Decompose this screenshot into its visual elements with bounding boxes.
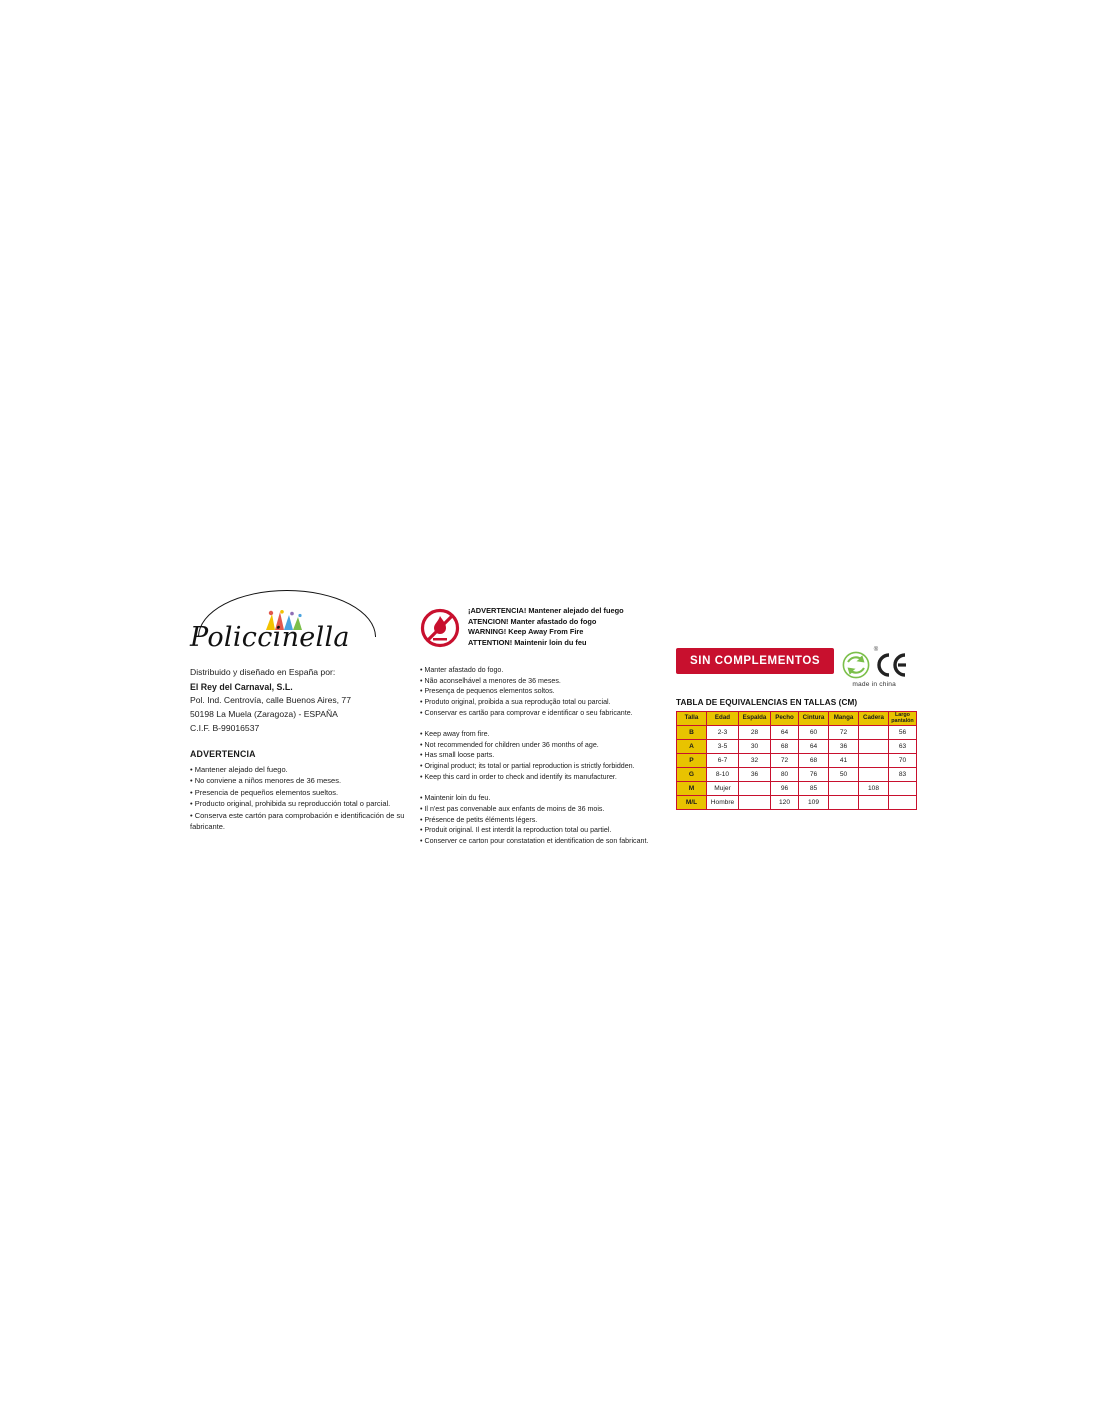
cell-talla: B	[677, 726, 707, 740]
cell-talla: P	[677, 754, 707, 768]
cell-espalda	[739, 782, 771, 796]
list-item: • Has small loose parts.	[420, 751, 495, 760]
cell-pecho: 96	[771, 782, 799, 796]
brand-column	[190, 588, 420, 832]
cell-manga: 41	[829, 754, 859, 768]
cell-edad: Mujer	[707, 782, 739, 796]
list-item: • Conserver ce carton pour constatation et identification de son fabricant.	[420, 836, 649, 845]
advertencia-title: ADVERTENCIA	[190, 748, 256, 759]
warning-line-es: ¡ADVERTENCIA! Mantener alejado del fuego	[468, 606, 624, 615]
marks-icons	[842, 650, 906, 680]
size-table-column	[676, 648, 930, 810]
cell-largo: 63	[889, 740, 917, 754]
col-header-largo-pantalon-text: Largo pantalón	[891, 712, 914, 724]
list-item: • Keep away from fire.	[420, 730, 490, 739]
table-row	[677, 740, 917, 754]
cell-cintura: 76	[799, 768, 829, 782]
warning-lines	[468, 606, 652, 648]
advertencia-bullets	[190, 764, 420, 832]
cell-largo: 56	[889, 726, 917, 740]
distributor-address-2: 50198 La Muela (Zaragoza) - ESPAÑA	[190, 709, 338, 720]
warning-line-fr: ATTENTION! Maintenir loin du feu	[468, 637, 587, 647]
badge-row	[676, 648, 930, 688]
list-item: • No conviene a niños menores de 36 meses.	[190, 776, 342, 786]
list-item: • Producto original, prohibida su reproducción total o parcial.	[190, 799, 391, 809]
distributor-address-1: Pol. Ind. Centrovía, calle Buenos Aires, 77	[190, 695, 351, 706]
table-row	[677, 726, 917, 740]
list-item: • Não aconselhável a menores de 36 meses.	[420, 676, 561, 685]
cell-manga	[829, 782, 859, 796]
table-row	[677, 768, 917, 782]
table-row	[677, 754, 917, 768]
list-item: • Conserva este cartón para comprobación e identificación de su fabricante.	[190, 810, 405, 831]
cell-talla: A	[677, 740, 707, 754]
cell-pecho: 120	[771, 796, 799, 810]
list-item: • Not recommended for children under 36 months of age.	[420, 740, 599, 749]
warnings-column	[420, 606, 652, 847]
list-item: • Il n'est pas convenable aux enfants de moins de 36 mois.	[420, 805, 605, 814]
cell-espalda: 36	[739, 768, 771, 782]
warning-header	[420, 606, 652, 652]
size-table	[676, 711, 917, 810]
table-row	[677, 782, 917, 796]
cell-talla: M/L	[677, 796, 707, 810]
list-item: • Maintenir loin du feu.	[420, 794, 491, 803]
cell-cintura: 64	[799, 740, 829, 754]
cell-pecho: 80	[771, 768, 799, 782]
cell-largo	[889, 782, 917, 796]
cell-espalda	[739, 796, 771, 810]
cell-cadera	[859, 726, 889, 740]
made-in-china-label: made in china	[852, 681, 896, 688]
col-header-largo-pantalon	[889, 712, 917, 726]
cell-largo	[889, 796, 917, 810]
table-header-row	[677, 712, 917, 726]
cell-cintura: 68	[799, 754, 829, 768]
size-table-title: TABLA DE EQUIVALENCIAS EN TALLAS (CM)	[676, 698, 858, 707]
cell-manga: 72	[829, 726, 859, 740]
cell-espalda: 32	[739, 754, 771, 768]
green-dot-recycle-icon	[842, 651, 870, 679]
cell-largo: 83	[889, 768, 917, 782]
cell-edad: 6-7	[707, 754, 739, 768]
warning-line-pt: ATENCION! Manter afastado do fogo	[468, 616, 597, 626]
col-header-edad: Edad	[707, 712, 739, 726]
cell-edad: Hombre	[707, 796, 739, 810]
cell-talla: G	[677, 768, 707, 782]
cell-cadera: 108	[859, 782, 889, 796]
list-item: • Produto original, proibida a sua reprodução total ou parcial.	[420, 697, 611, 706]
warning-group-pt	[420, 665, 652, 718]
warning-group-en	[420, 729, 652, 782]
list-item: • Presença de pequenos elementos soltos.	[420, 687, 555, 696]
cell-espalda: 30	[739, 740, 771, 754]
cell-edad: 2-3	[707, 726, 739, 740]
list-item: • Conservar es cartão para comprovar e identificar o seu fabricante.	[420, 708, 633, 717]
col-header-cintura: Cintura	[799, 712, 829, 726]
col-header-cadera: Cadera	[859, 712, 889, 726]
brand-logo	[190, 588, 380, 658]
list-item: • Produit original. Il est interdit la reproduction total ou partiel.	[420, 826, 612, 835]
brand-name: Policcinella	[190, 622, 350, 653]
list-item: • Original product; its total or partial reproduction is strictly forbidden.	[420, 762, 635, 771]
list-item: • Présence de petits éléments légers.	[420, 815, 538, 824]
cell-largo: 70	[889, 754, 917, 768]
cell-pecho: 64	[771, 726, 799, 740]
list-item: • Manter afastado do fogo.	[420, 666, 504, 674]
distributor-company: El Rey del Carnaval, S.L.	[190, 681, 293, 692]
distributor-cif: C.I.F. B-99016537	[190, 723, 260, 734]
distributor-intro: Distribuido y diseñado en España por:	[190, 667, 336, 677]
cell-cintura: 60	[799, 726, 829, 740]
cell-talla: M	[677, 782, 707, 796]
warning-group-fr	[420, 793, 652, 846]
cell-pecho: 72	[771, 754, 799, 768]
cell-cadera	[859, 796, 889, 810]
cell-cintura: 109	[799, 796, 829, 810]
cell-manga: 50	[829, 768, 859, 782]
warning-line-en: WARNING! Keep Away From Fire	[468, 627, 584, 637]
ce-mark-icon	[876, 652, 906, 678]
compliance-marks	[842, 648, 906, 688]
cell-espalda: 28	[739, 726, 771, 740]
cell-cadera	[859, 754, 889, 768]
col-header-talla: Talla	[677, 712, 707, 726]
cell-cadera	[859, 768, 889, 782]
cell-edad: 3-5	[707, 740, 739, 754]
col-header-espalda: Espalda	[739, 712, 771, 726]
list-item: • Mantener alejado del fuego.	[190, 764, 288, 774]
no-fire-icon	[420, 608, 460, 648]
cell-cintura: 85	[799, 782, 829, 796]
col-header-manga: Manga	[829, 712, 859, 726]
list-item: • Presencia de pequeños elementos sueltos.	[190, 787, 339, 797]
cell-manga	[829, 796, 859, 810]
cell-pecho: 68	[771, 740, 799, 754]
cell-cadera	[859, 740, 889, 754]
col-header-pecho: Pecho	[771, 712, 799, 726]
distributor-block	[190, 666, 420, 736]
table-row	[677, 796, 917, 810]
cell-manga: 36	[829, 740, 859, 754]
registered-mark: ®	[873, 647, 879, 653]
cell-edad: 8-10	[707, 768, 739, 782]
status-badge: SIN COMPLEMENTOS	[676, 648, 834, 674]
list-item: • Keep this card in order to check and identify its manufacturer.	[420, 772, 617, 781]
